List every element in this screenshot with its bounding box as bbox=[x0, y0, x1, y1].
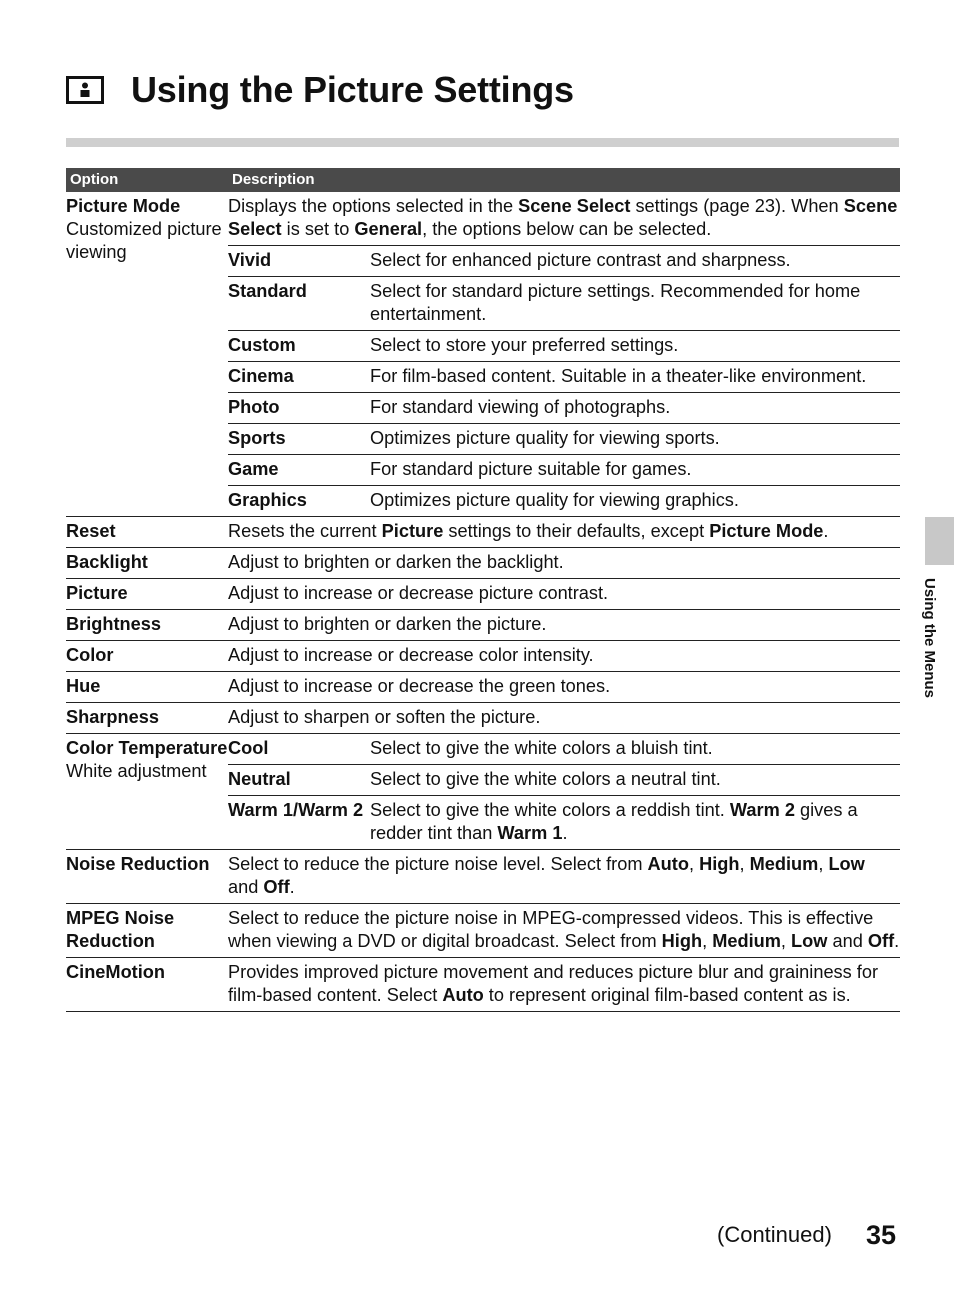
suboption-name: Standard bbox=[228, 277, 370, 331]
text-run: to represent original film-based content as is. bbox=[483, 985, 851, 1005]
suboption-name: Vivid bbox=[228, 246, 370, 277]
option-cell bbox=[66, 904, 228, 958]
bold-term: High bbox=[661, 931, 703, 951]
description-cell bbox=[228, 192, 900, 517]
table-row bbox=[66, 610, 900, 641]
suboption-name: Neutral bbox=[228, 765, 370, 796]
suboption-row bbox=[228, 455, 900, 486]
text-run: , bbox=[702, 931, 713, 951]
bold-term: Auto bbox=[647, 854, 689, 874]
bold-term: Off bbox=[263, 877, 290, 897]
text-run: Select to give the white colors a reddish tint. bbox=[370, 800, 730, 820]
option-cell bbox=[66, 734, 228, 850]
header-option: Option bbox=[66, 168, 228, 192]
option-cell bbox=[66, 579, 228, 610]
text-run: Select to reduce the picture noise level. Select from bbox=[228, 854, 648, 874]
table-row bbox=[66, 850, 900, 904]
option-cell bbox=[66, 610, 228, 641]
suboption-description bbox=[370, 486, 900, 517]
text-run: Adjust to brighten or darken the picture. bbox=[228, 614, 547, 634]
suboption-row bbox=[228, 331, 900, 362]
description-cell bbox=[228, 703, 900, 734]
text-run: Optimizes picture quality for viewing sports. bbox=[370, 428, 720, 448]
suboption-name: Warm 1/Warm 2 bbox=[228, 796, 370, 850]
option-subtitle: White adjustment bbox=[66, 761, 207, 781]
suboption-name: Graphics bbox=[228, 486, 370, 517]
text-run: Adjust to increase or decrease color intensity. bbox=[228, 645, 594, 665]
description-cell bbox=[228, 579, 900, 610]
description-cell bbox=[228, 641, 900, 672]
description-cell bbox=[228, 904, 900, 958]
settings-table bbox=[66, 168, 900, 1012]
bold-term: High bbox=[699, 854, 740, 874]
text-run: settings (page 23). When bbox=[630, 196, 844, 216]
text-run: Adjust to increase or decrease picture contrast. bbox=[228, 583, 609, 603]
bold-term: Scene Select bbox=[228, 196, 898, 239]
table-row bbox=[66, 641, 900, 672]
option-name: Picture bbox=[66, 583, 128, 603]
option-cell bbox=[66, 517, 228, 548]
table-row bbox=[66, 548, 900, 579]
section-label: Using the Menus bbox=[921, 578, 938, 699]
text-run: gives a redder tint than bbox=[370, 800, 858, 843]
option-name: Picture Mode bbox=[66, 196, 181, 216]
text-run: settings to their defaults, except bbox=[443, 521, 710, 541]
description-cell bbox=[228, 548, 900, 579]
option-name: Color Temperature bbox=[66, 738, 228, 758]
text-run: . bbox=[823, 521, 829, 541]
bold-term: General bbox=[354, 219, 423, 239]
bold-term: Low bbox=[791, 931, 828, 951]
text-run: Select to store your preferred settings. bbox=[370, 335, 679, 355]
option-cell bbox=[66, 672, 228, 703]
continued-label: (Continued) bbox=[717, 1222, 832, 1247]
text-run: Adjust to brighten or darken the backlight. bbox=[228, 552, 564, 572]
page-number: 35 bbox=[866, 1220, 897, 1250]
page-title-text: Using the Picture Settings bbox=[131, 69, 574, 110]
option-name: Backlight bbox=[66, 552, 148, 572]
table-row bbox=[66, 579, 900, 610]
bold-term: Low bbox=[828, 854, 865, 874]
title-rule bbox=[66, 138, 899, 147]
bold-term: Warm 1 bbox=[497, 823, 563, 843]
text-run: , the options below can be selected. bbox=[422, 219, 712, 239]
option-cell bbox=[66, 958, 228, 1012]
text-run: . bbox=[289, 877, 295, 897]
text-run: For standard picture suitable for games. bbox=[370, 459, 692, 479]
table-row bbox=[66, 958, 900, 1012]
text-run: Adjust to sharpen or soften the picture. bbox=[228, 707, 541, 727]
suboption-name: Custom bbox=[228, 331, 370, 362]
description-cell bbox=[228, 850, 900, 904]
text-run: Select to reduce the picture noise in MPEG-compressed videos. This is effective when viewing a DVD or digital broadcast. Select from bbox=[228, 908, 874, 951]
suboption-row bbox=[228, 246, 900, 277]
suboption-description bbox=[370, 393, 900, 424]
text-run: Select to give the white colors a neutral tint. bbox=[370, 769, 721, 789]
suboption-name: Game bbox=[228, 455, 370, 486]
option-name: Brightness bbox=[66, 614, 161, 634]
suboption-description bbox=[370, 277, 900, 331]
option-cell bbox=[66, 850, 228, 904]
text-run: For film-based content. Suitable in a theater-like environment. bbox=[370, 366, 867, 386]
option-name: Reset bbox=[66, 521, 116, 541]
suboption-table bbox=[228, 734, 900, 849]
suboption-description bbox=[370, 455, 900, 486]
text-run: Adjust to increase or decrease the green tones. bbox=[228, 676, 611, 696]
table-row bbox=[66, 517, 900, 548]
suboption-description bbox=[370, 362, 900, 393]
description-cell bbox=[228, 517, 900, 548]
text-run: Select for standard picture settings. Recommended for home entertainment. bbox=[370, 281, 861, 324]
suboption-name: Photo bbox=[228, 393, 370, 424]
table-body bbox=[66, 192, 900, 1012]
suboption-description bbox=[370, 765, 900, 796]
suboption-row bbox=[228, 796, 900, 850]
text-run: , bbox=[739, 854, 750, 874]
table-row bbox=[66, 904, 900, 958]
text-run: is set to bbox=[281, 219, 355, 239]
text-run: , bbox=[688, 854, 700, 874]
description-intro bbox=[228, 195, 900, 245]
suboption-row bbox=[228, 362, 900, 393]
description-cell bbox=[228, 672, 900, 703]
suboption-description bbox=[370, 331, 900, 362]
text-run: Displays the options selected in the bbox=[228, 196, 519, 216]
bold-term: Scene Select bbox=[518, 196, 631, 216]
suboption-row bbox=[228, 734, 900, 765]
bold-term: Picture bbox=[381, 521, 444, 541]
option-subtitle: Customized picture viewing bbox=[66, 219, 222, 262]
text-run: and bbox=[228, 877, 264, 897]
option-name: Hue bbox=[66, 676, 101, 696]
suboption-name: Cool bbox=[228, 738, 269, 758]
table-row bbox=[66, 734, 900, 850]
text-run: , bbox=[780, 931, 792, 951]
option-name: Color bbox=[66, 645, 114, 665]
suboption-row bbox=[228, 277, 900, 331]
text-run: and bbox=[827, 931, 868, 951]
suboption-description bbox=[370, 796, 900, 850]
suboption-row bbox=[228, 424, 900, 455]
option-name: Sharpness bbox=[66, 707, 159, 727]
description-cell bbox=[228, 958, 900, 1012]
text-run: Optimizes picture quality for viewing graphics. bbox=[370, 490, 739, 510]
text-run: Resets the current bbox=[228, 521, 382, 541]
text-run: , bbox=[818, 854, 829, 874]
text-run: . bbox=[894, 931, 900, 951]
table-row bbox=[66, 672, 900, 703]
bold-term: Medium bbox=[712, 931, 781, 951]
suboption-row bbox=[228, 765, 900, 796]
table-header bbox=[66, 168, 900, 192]
bold-term: Off bbox=[867, 931, 895, 951]
section-tab bbox=[925, 517, 954, 565]
text-run: For standard viewing of photographs. bbox=[370, 397, 671, 417]
bold-term: Auto bbox=[442, 985, 484, 1005]
picture-settings-icon bbox=[66, 76, 104, 104]
page-title bbox=[66, 68, 574, 112]
table-row bbox=[66, 703, 900, 734]
description-cell bbox=[228, 734, 900, 850]
description-cell bbox=[228, 610, 900, 641]
suboption-name: Sports bbox=[228, 424, 370, 455]
bold-term: Medium bbox=[749, 854, 819, 874]
text-run: Provides improved picture movement and reduces picture blur and graininess for film-based content. Select bbox=[228, 962, 879, 1005]
text-run: Select for enhanced picture contrast and sharpness. bbox=[370, 250, 791, 270]
suboption-description bbox=[370, 734, 900, 765]
text-run: . bbox=[562, 823, 568, 843]
suboption-name: Cinema bbox=[228, 362, 370, 393]
option-cell bbox=[66, 192, 228, 517]
header-description: Description bbox=[228, 168, 900, 192]
bold-term: Warm 2 bbox=[729, 800, 795, 820]
option-name: MPEG Noise Reduction bbox=[66, 908, 175, 951]
option-cell bbox=[66, 548, 228, 579]
option-name: CineMotion bbox=[66, 962, 166, 982]
suboption-table bbox=[228, 245, 900, 516]
bold-term: Picture Mode bbox=[709, 521, 824, 541]
suboption-row bbox=[228, 393, 900, 424]
suboption-description bbox=[370, 424, 900, 455]
option-cell bbox=[66, 703, 228, 734]
table-row bbox=[66, 192, 900, 517]
suboption-row bbox=[228, 486, 900, 517]
option-cell bbox=[66, 641, 228, 672]
suboption-description bbox=[370, 246, 900, 277]
option-name: Noise Reduction bbox=[66, 854, 210, 874]
text-run: Select to give the white colors a bluish tint. bbox=[370, 738, 713, 758]
